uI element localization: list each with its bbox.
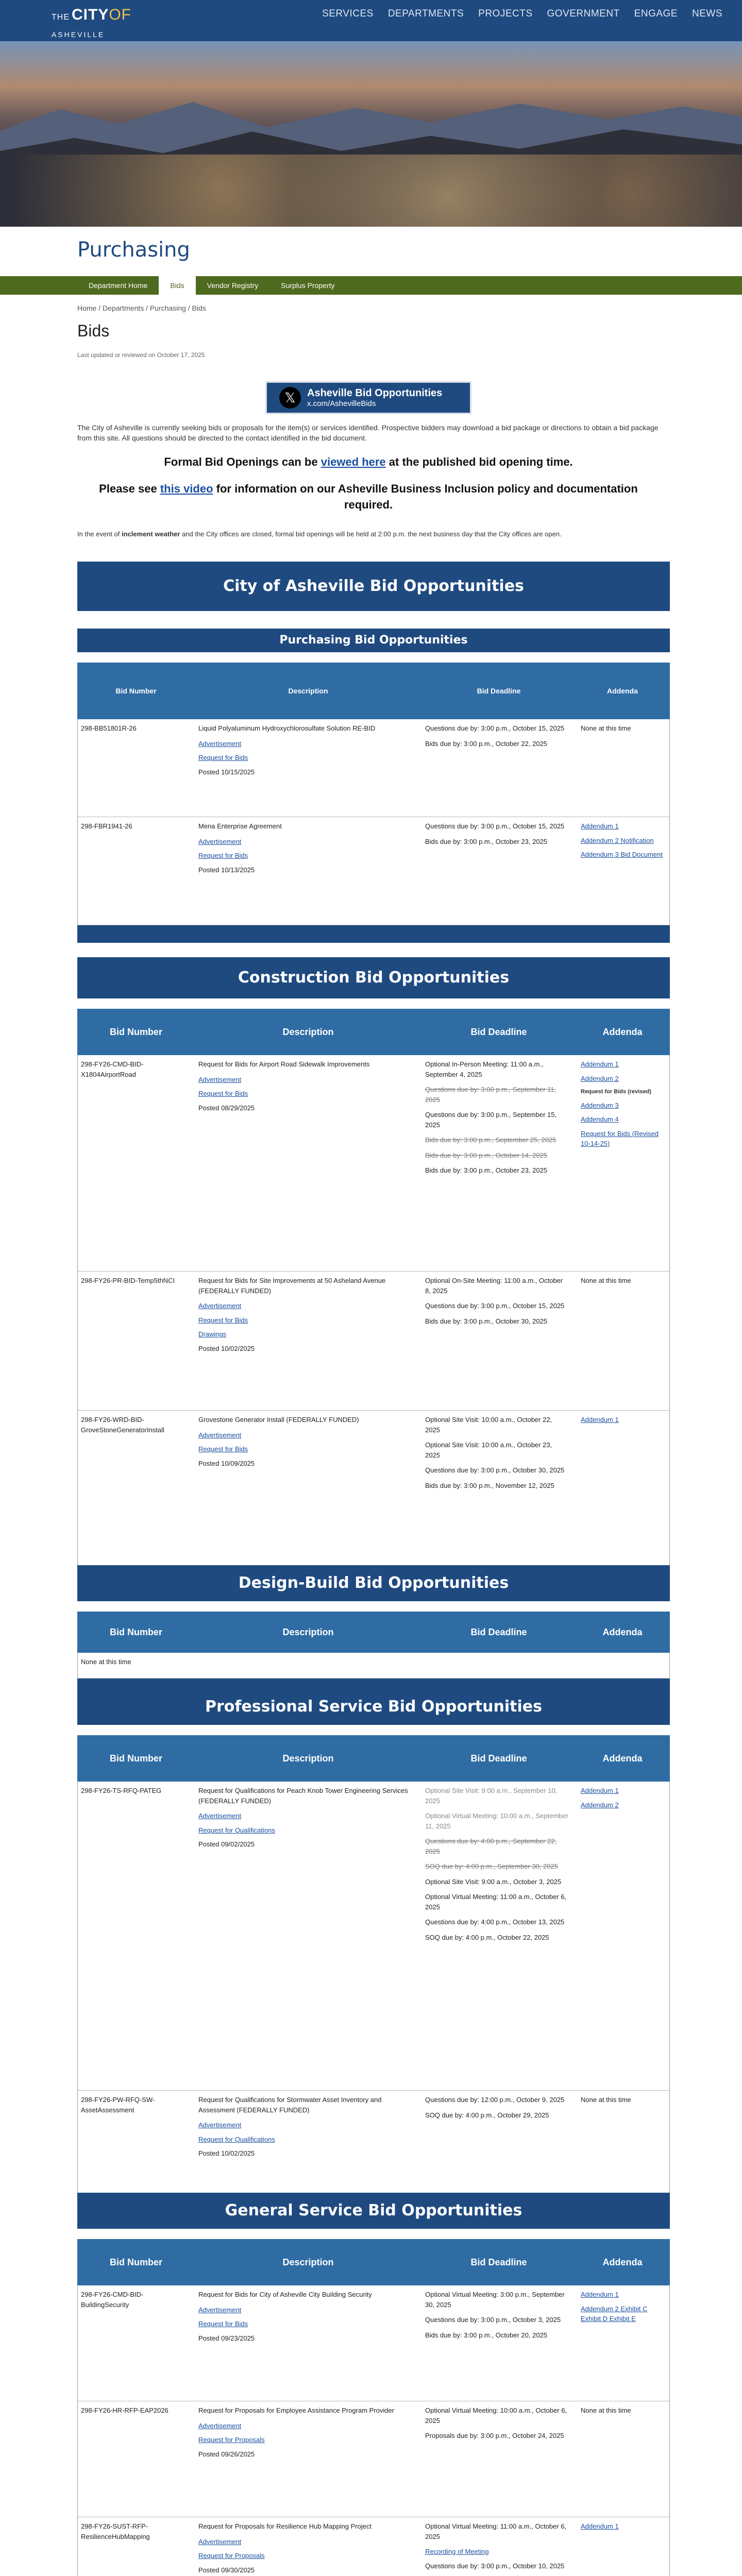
bid-title: Grovestone Generator Install (FEDERALLY FUNDED) — [198, 1416, 359, 1423]
bid-deadline — [422, 1055, 571, 1185]
bid-description — [195, 1272, 412, 1363]
bid-description — [195, 1055, 412, 1122]
last-updated: Last updated or reviewed on October 17, 2025 — [77, 351, 205, 359]
addendum-link[interactable]: Addendum 3 — [581, 1101, 619, 1109]
nav-news[interactable]: NEWS — [692, 8, 722, 19]
addendum-link[interactable]: Addendum 2 Notification — [581, 836, 654, 844]
bid-doc-link[interactable]: Advertisement — [198, 1302, 242, 1310]
deadline-item: SOQ due by: 4:00 p.m., September 30, 2025 — [425, 1862, 558, 1870]
deadline-item: Optional Virtual Meeting: 11:00 a.m., October 6, 2025 — [425, 2522, 567, 2540]
recording-link[interactable]: Recording of Meeting — [425, 2548, 489, 2555]
deadline-item: Questions due by: 3:00 p.m., October 30, 2025 — [425, 1466, 565, 1474]
deadline-item: Questions due by: 3:00 p.m., September 15, 2025 — [425, 1111, 557, 1129]
deadline-item: Proposals due by: 3:00 p.m., October 24, 2025 — [425, 2432, 564, 2439]
nav-government[interactable]: GOVERNMENT — [547, 8, 620, 19]
professional-header-deadline: Bid Deadline — [470, 1753, 527, 1764]
deadline-item: Questions due by: 3:00 p.m., October 10, 2025 — [425, 2562, 565, 2570]
intro-text: The City of Asheville is currently seeking bids or proposals for the item(s) or services identified. Prospective bidders may download a bid package or directions to obtain a bid package from this site. All questions should be directed to the contact identified in the bid document. — [77, 423, 659, 443]
bid-deadline — [422, 719, 571, 758]
deadline-item: Optional Virtual Meeting: 10:00 a.m., September 11, 2025 — [425, 1812, 568, 1830]
design_build-header-add: Addenda — [602, 1626, 643, 1637]
bid-number: 298-BB51801R-26 — [81, 724, 137, 732]
addenda-none: None at this time — [581, 2406, 631, 2414]
nav-departments[interactable]: DEPARTMENTS — [387, 8, 464, 19]
nav-projects[interactable]: PROJECTS — [478, 8, 533, 19]
posted-date: Posted 09/26/2025 — [198, 2450, 255, 2458]
addendum-link[interactable]: Addendum 4 — [581, 1115, 619, 1123]
bid-doc-link[interactable]: Request for Bids — [198, 2320, 248, 2328]
deadline-item: Bids due by: 3:00 p.m., October 23, 2025 — [425, 837, 548, 845]
deadline-item: Optional On-Site Meeting: 11:00 a.m., October 8, 2025 — [425, 1277, 563, 1295]
subnav-vendor-registry[interactable]: Vendor Registry — [207, 281, 259, 290]
professional-header-num: Bid Number — [109, 1753, 162, 1764]
construction-section-title: Construction Bid Opportunities — [77, 957, 670, 998]
bid-deadline — [422, 817, 571, 856]
bid-deadline — [422, 2285, 571, 2349]
professional-table-header — [77, 1735, 670, 1782]
bid-doc-link[interactable]: Advertisement — [198, 1431, 242, 1439]
bid-doc-link[interactable]: Request for Bids — [198, 852, 248, 859]
design_build-section-title: Design-Build Bid Opportunities — [77, 1565, 670, 1601]
section-title: Purchasing — [77, 238, 190, 262]
bid-addenda — [578, 2517, 669, 2540]
bid-title: Liquid Polyaluminum Hydroxychlorosulfate Solution RE-BID — [198, 724, 376, 732]
bid-doc-link[interactable]: Drawings — [198, 1330, 227, 1338]
posted-date: Posted 10/02/2025 — [198, 1344, 255, 1352]
bid-doc-link[interactable]: Advertisement — [198, 739, 242, 748]
table-row — [77, 1055, 670, 1272]
deadline-item: Optional Site Visit: 9:00 a.m., October 3, 2025 — [425, 1877, 562, 1886]
posted-date: Posted 10/09/2025 — [198, 1459, 255, 1467]
general-header-add: Addenda — [602, 2257, 643, 2267]
addendum-link[interactable]: Addendum 2 Exhibit C Exhibit D Exhibit E — [581, 2304, 648, 2323]
deadline-item: Questions due by: 4:00 p.m., September 22, 2025 — [425, 1837, 557, 1855]
addendum-link[interactable]: Addendum 1 — [581, 822, 619, 830]
bid-description — [195, 719, 412, 786]
bid-doc-link[interactable]: Advertisement — [198, 2306, 242, 2314]
bid-deadline — [422, 2517, 571, 2576]
posted-date: Posted 09/02/2025 — [198, 1840, 255, 1848]
addendum-link[interactable]: Addendum 2 — [581, 1801, 619, 1809]
bid-number: 298-FY26-PR-BID-Temp5thNCI — [81, 1277, 175, 1284]
design_build-header-num: Bid Number — [109, 1626, 162, 1637]
general-section-title: General Service Bid Opportunities — [77, 2193, 670, 2229]
bid-title: Request for Qualifications for Peach Knob Tower Engineering Services (FEDERALLY FUNDED) — [198, 1787, 408, 1805]
main-bids-title: City of Asheville Bid Opportunities — [77, 562, 670, 611]
x-bids-button[interactable] — [265, 381, 471, 414]
subnav-bids[interactable]: Bids — [159, 276, 195, 295]
bid-description — [195, 2091, 412, 2168]
addendum-link[interactable]: Addendum 1 — [581, 1060, 619, 1068]
posted-date: Posted 09/30/2025 — [198, 2566, 255, 2574]
main-nav — [315, 5, 730, 23]
nav-services[interactable]: SERVICES — [322, 8, 374, 19]
video-note: Please see this video for information on our Asheville Business Inclusion policy and documentation required. — [99, 482, 638, 511]
department-subnav — [0, 276, 742, 295]
purchasing-table-header — [77, 663, 670, 719]
bid-addenda — [578, 719, 669, 743]
design_build-table-header — [77, 1612, 670, 1653]
deadline-item: Optional Virtual Meeting: 11:00 a.m., October 6, 2025 — [425, 1893, 567, 1911]
bid-addenda — [578, 1272, 669, 1295]
bid-deadline — [422, 1782, 571, 1952]
purchasing-section-title: Purchasing Bid Opportunities — [77, 629, 670, 652]
construction-header-add: Addenda — [602, 1026, 643, 1037]
bid-description — [195, 2517, 412, 2576]
bid-addenda — [578, 2401, 669, 2425]
bid-doc-link[interactable]: Advertisement — [198, 1075, 242, 1083]
addenda-none: None at this time — [581, 2096, 631, 2104]
purchasing-table-footer — [77, 925, 670, 943]
deadline-item: Optional Site Visit: 10:00 a.m., October 23, 2025 — [425, 1441, 552, 1459]
bid-description — [195, 1782, 412, 1859]
addendum-link[interactable]: Addendum 3 Bid Document — [581, 851, 663, 858]
design_build-header-desc: Description — [282, 1626, 334, 1637]
addendum-link[interactable]: Addendum 1 — [581, 1416, 619, 1423]
bid-title: Request for Bids for City of Asheville City Building Security — [198, 2291, 372, 2298]
deadline-item: Questions due by: 12:00 p.m., October 9, 2025 — [425, 2096, 565, 2104]
purchasing-header-deadline: Bid Deadline — [477, 687, 521, 695]
table-row — [77, 2091, 670, 2209]
breadcrumb[interactable]: Home / Departments / Purchasing / Bids — [77, 304, 206, 312]
deadline-item: Questions due by: 3:00 p.m., October 15, 2025 — [425, 822, 565, 830]
deadline-item: Optional Site Visit: 9:00 a.m., September 10, 2025 — [425, 1787, 558, 1805]
deadline-item: Bids due by: 3:00 p.m., October 14, 2025 — [425, 1151, 548, 1159]
bid-number: 298-FBR1941-26 — [81, 822, 132, 830]
bid-doc-link[interactable]: Request for Proposals — [198, 2436, 265, 2444]
bid-doc-link[interactable]: Request for Qualifications — [198, 2135, 275, 2143]
bid-doc-link[interactable]: Advertisement — [198, 837, 242, 845]
general-header-deadline: Bid Deadline — [470, 2257, 527, 2267]
posted-date: Posted 08/29/2025 — [198, 1104, 255, 1112]
site-header — [0, 0, 742, 41]
bid-number: 298-FY26-CMD-BID-X1804AirportRoad — [81, 1060, 144, 1078]
bid-deadline — [422, 2401, 571, 2450]
professional-header-desc: Description — [282, 1753, 334, 1764]
construction-header-desc: Description — [282, 1026, 334, 1037]
subnav-surplus-property[interactable]: Surplus Property — [281, 281, 335, 290]
deadline-item: Bids due by: 3:00 p.m., November 12, 2025 — [425, 1481, 554, 1489]
bid-doc-link[interactable]: Advertisement — [198, 2421, 242, 2430]
deadline-item: Questions due by: 3:00 p.m., October 3, 2025 — [425, 2316, 561, 2324]
deadline-item: Optional In-Person Meeting: 11:00 a.m., September 4, 2025 — [425, 1060, 544, 1078]
deadline-item: Bids due by: 3:00 p.m., October 23, 2025 — [425, 1166, 548, 1174]
weather-note: In the event of inclement weather and the City offices are closed, formal bid openings will be held at 2:00 p.m. the next business day that the City offices are open. — [77, 530, 562, 538]
design_build-header-deadline: Bid Deadline — [470, 1626, 527, 1637]
table-row — [77, 2401, 670, 2517]
bid-addenda — [578, 1782, 669, 1818]
bid-description — [195, 817, 412, 884]
deadline-item: Bids due by: 3:00 p.m., September 25, 2025 — [425, 1136, 556, 1144]
x-button-handle: x.com/AshevilleBids — [307, 399, 376, 408]
table-row — [77, 1411, 670, 1570]
nav-engage[interactable]: ENGAGE — [634, 8, 678, 19]
addendum-link[interactable]: Addendum 2 — [581, 1074, 619, 1082]
bid-number: 298-FY26-WRD-BID-GroveStoneGeneratorInstall — [81, 1416, 164, 1434]
bid-number: 298-FY26-TS-RFQ-PATEG — [81, 1787, 162, 1794]
bid-doc-link[interactable]: Advertisement — [198, 2537, 242, 2546]
deadline-item: Questions due by: 3:00 p.m., October 15, 2025 — [425, 1302, 565, 1310]
addendum-link[interactable]: Request for Bids (revised) — [581, 1089, 651, 1095]
deadline-item: Bids due by: 3:00 p.m., October 30, 2025 — [425, 1317, 548, 1325]
construction-table-header — [77, 1009, 670, 1055]
bid-number: None at this time — [81, 1658, 131, 1666]
general-header-desc: Description — [282, 2257, 334, 2267]
formal-openings-note: Formal Bid Openings can be viewed here at the published bid opening time. — [164, 455, 573, 468]
posted-date: Posted 10/02/2025 — [198, 2149, 255, 2157]
x-logo-icon: 𝕏 — [279, 387, 301, 409]
general-header-num: Bid Number — [109, 2257, 162, 2267]
bid-number: 298-FY26-CMD-BID-BuildingSecurity — [81, 2291, 144, 2309]
bid-doc-link[interactable]: Advertisement — [198, 2121, 242, 2129]
construction-header-num: Bid Number — [109, 1026, 162, 1037]
addendum-link[interactable]: Addendum 1 — [581, 2291, 619, 2298]
table-row — [77, 1272, 670, 1411]
formal-openings-link[interactable]: viewed here — [321, 455, 386, 468]
bid-title: Request for Qualifications for Stormwater Asset Inventory and Assessment (FEDERALLY FUNDED) — [198, 2096, 382, 2114]
bid-doc-link[interactable]: Request for Bids — [198, 1445, 248, 1453]
bid-title: Request for Proposals for Resilience Hub Mapping Project — [198, 2522, 372, 2530]
addendum-link[interactable]: Request for Bids (Revised 10-14-25) — [581, 1129, 659, 1147]
bid-doc-link[interactable]: Request for Bids — [198, 1316, 248, 1324]
addenda-none: None at this time — [581, 724, 631, 732]
deadline-item: SOQ due by: 4:00 p.m., October 22, 2025 — [425, 1933, 549, 1941]
bid-doc-link[interactable]: Request for Qualifications — [198, 1826, 275, 1834]
bid-deadline — [422, 1272, 571, 1335]
bid-addenda — [578, 2285, 669, 2332]
bid-title: Request for Bids for Airport Road Sidewalk Improvements — [198, 1060, 370, 1068]
purchasing-header-desc: Description — [288, 687, 328, 695]
deadline-item: SOQ due by: 4:00 p.m., October 29, 2025 — [425, 2111, 549, 2119]
table-row — [77, 2285, 670, 2401]
bid-doc-link[interactable]: Advertisement — [198, 1812, 242, 1820]
bid-addenda — [578, 1411, 669, 1433]
x-button-title: Asheville Bid Opportunities — [307, 387, 443, 399]
deadline-item: Optional Virtual Meeting: 10:00 a.m., October 6, 2025 — [425, 2406, 567, 2425]
site-logo[interactable]: THE CITYOF ASHEVILLE — [52, 6, 132, 39]
deadline-item: Questions due by: 3:00 p.m., October 15, 2025 — [425, 724, 565, 732]
professional-header-add: Addenda — [602, 1753, 643, 1764]
table-row — [77, 719, 670, 817]
purchasing-header-num: Bid Number — [115, 687, 157, 695]
bid-doc-link[interactable]: Request for Bids — [198, 754, 248, 761]
addendum-link[interactable]: Addendum 1 — [581, 1787, 619, 1794]
professional-section-title: Professional Service Bid Opportunities — [77, 1689, 670, 1725]
addendum-link[interactable]: Addendum 1 — [581, 2522, 619, 2530]
video-link[interactable]: this video — [160, 482, 213, 495]
bid-title: Request for Proposals for Employee Assistance Program Provider — [198, 2406, 395, 2414]
bid-deadline — [422, 1411, 571, 1500]
bid-addenda — [578, 2091, 669, 2114]
subnav-department-home[interactable]: Department Home — [89, 281, 148, 290]
construction-header-deadline: Bid Deadline — [470, 1026, 527, 1037]
bid-description — [195, 1411, 412, 1478]
bid-addenda — [578, 817, 669, 868]
table-row — [77, 817, 670, 925]
purchasing-header-add: Addenda — [607, 687, 638, 695]
table-row — [77, 2517, 670, 2576]
addenda-none: None at this time — [581, 1277, 631, 1284]
table-row — [77, 1782, 670, 2091]
deadline-item: Optional Site Visit: 10:00 a.m., October 22, 2025 — [425, 1416, 552, 1434]
deadline-item: Questions due by: 3:00 p.m., September 11, 2025 — [425, 1086, 556, 1104]
bid-title: Mena Enterprise Agreement — [198, 822, 282, 830]
bid-description — [195, 2285, 412, 2352]
bid-addenda — [578, 1055, 669, 1157]
bid-doc-link[interactable]: Request for Proposals — [198, 2552, 265, 2560]
page-title: Bids — [77, 321, 110, 340]
general-table-header — [77, 2239, 670, 2285]
deadline-item: Questions due by: 4:00 p.m., October 13, 2025 — [425, 1918, 565, 1926]
bid-deadline — [422, 2091, 571, 2129]
bid-number: 298-FY26-PW-RFQ-SW-AssetAssessment — [81, 2096, 155, 2114]
table-row — [77, 1653, 670, 1679]
posted-date: Posted 10/13/2025 — [198, 866, 255, 874]
deadline-item: Bids due by: 3:00 p.m., October 22, 2025 — [425, 739, 548, 748]
posted-date: Posted 10/15/2025 — [198, 768, 255, 776]
bid-number: 298-FY26-SUST-RFP-ResilienceHubMapping — [81, 2522, 150, 2540]
bid-doc-link[interactable]: Request for Bids — [198, 1090, 248, 1097]
bid-number: 298-FY26-HR-RFP-EAP2026 — [81, 2406, 168, 2414]
bid-description — [195, 2401, 412, 2468]
deadline-item: Optional Virtual Meeting: 3:00 p.m., September 30, 2025 — [425, 2291, 565, 2309]
posted-date: Posted 09/23/2025 — [198, 2334, 255, 2342]
deadline-item: Bids due by: 3:00 p.m., October 20, 2025 — [425, 2331, 548, 2339]
bid-title: Request for Bids for Site Improvements at 50 Asheland Avenue (FEDERALLY FUNDED) — [198, 1277, 386, 1295]
